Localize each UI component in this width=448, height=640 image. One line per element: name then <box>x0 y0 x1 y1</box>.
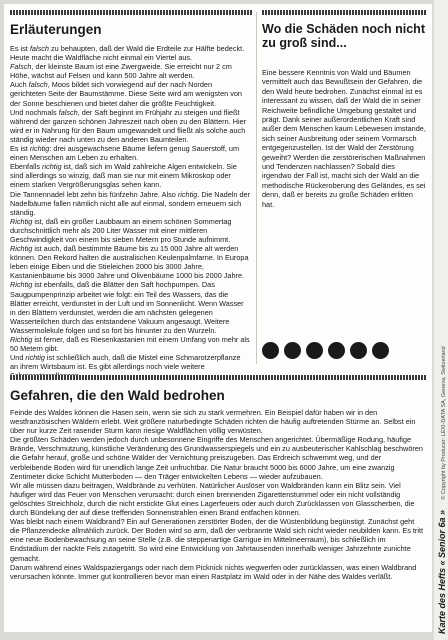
page <box>4 4 432 632</box>
gefahren-paragraph: Feinde des Waldes können die Hasen sein, wenn sie sich zu stark vermehren. Ein Beispiel dafür haben wir in den westfranzösischen Wäldern erlebt. Weit größere naturbedingte Schäden richten die häufig auftretenden Stürme an. Selbst ein über nur kurze Zeit rasender Sturm kann riesige Waldflächen völlig verwüsten. <box>10 408 416 436</box>
erlaeuterungen-paragraph: Die Tannennadel lebt zehn bis fünfzehn Jahre. Also richtig. Die Nadeln der Nadelbäume fallen nämlich nicht alle auf einmal, sondern erneuern sich ständig. <box>10 189 251 217</box>
erlaeuterungen-paragraph: Auch falsch, Moos bildet sich vorwiegend auf der nach Norden gerichteten Seite der Baumstämme. Diese Seite wird am wenigsten von der Sonne beschienen und bietet daher die größte Feuchtigkeit. <box>10 80 242 108</box>
dot <box>328 342 345 359</box>
side-caption-copyright: © Copyright by Producer: LEXI-DATA SA, Geneva, Switzerland <box>441 346 447 500</box>
schaeden-text: Eine bessere Kenntnis von Wald und Bäumen vermittelt auch das Bewußtsein der Gefahren, die den Wald heute bedrohen. Zunächst einmal ist es interessant zu wissen, daß der Wald die in seiner Reichweite befindliche Umgebung gestaltet und prägt. Dank seiner außerordentlichen Kraft sind außer dem Menschen kaum Lebewesen imstande, sich seiner Ausbreitung oder seinem Vormarsch entgegenzustellen. Ist der Wald der Zerstörung geweiht? Werden die zerstörerischen Maßnahmen und Tendenzen nachlassen? Sobald dies irgendwo der Fall ist, macht sich der Wald an die methodische Rückeroberung des Geländes, es sei denn, daß er bereits zu große Schäden erlitten hat. <box>262 68 426 209</box>
dot-row <box>262 342 389 359</box>
erlaeuterungen-paragraph: Ebenfalls richtig ist, daß sich im Wald zahlreiche Algen entwickeln. Sie sind allerdings so winzig, daß man sie nur mit einem Mikroskop oder einem starken Vergrößerungsglas sehen kann. <box>10 162 237 190</box>
erlaeuterungen-paragraph: Und nochmals falsch, der Saft beginnt im Frühjahr zu steigen und fließt während der ganzen schönen Jahreszeit nach oben zu den Blättern. Hier wird er in Nahrung für den Baum umgewandelt und fließt als solche auch ständig wieder nach unten zu den anderen Baumteilen. <box>10 107 247 144</box>
erlaeuterungen-paragraph: Falsch, der kleinste Baum ist eine Zwergweide. Sie erreicht nur 2 cm Höhe, wächst auf Felsen und kann 500 Jahre alt werden. <box>10 62 232 81</box>
section-stripe <box>10 375 426 380</box>
erlaeuterungen-paragraph: Richtig ist ferner, daß es Riesenkastanien mit einem Umfang von mehr als 50 Metern gibt. <box>10 335 250 354</box>
erlaeuterungen-paragraph: Richtig ist auch, daß bestimmte Bäume bis zu 15 000 Jahre alt werden können. Den Rekord halten die australischen Keulenpalmfarne. In Europa leben einige Eiben und die Stieleichen 2000 bis 3000 Jahre, Kastanienbäume bis 3000 Jahre und Olivenbäume 1000 bis 2000 Jahre. <box>10 244 249 281</box>
erlaeuterungen-paragraph: Es ist falsch zu behaupten, daß der Wald die Erdteile zur Hälfte bedeckt. Heute macht die Waldfläche nicht einmal ein Viertel aus. <box>10 44 245 63</box>
erlaeuterungen-title: Erläuterungen <box>10 22 102 37</box>
erlaeuterungen-paragraph: Richtig ist, daß ein großer Laubbaum an einem schönen Sommertag durchschnittlich mehr als 200 Liter Wasser mit einer mittleren Geschwindigkeit von einem bis sieben Metern pro Stunde aufnimmt. <box>10 216 232 244</box>
column-divider <box>256 12 257 364</box>
erlaeuterungen-paragraph: Richtig ist ebenfalls, daß die Blätter den Saft hochpumpen. Das Saugpumpenprinzip arbeitet wie folgt: ein Teil des Wassers, das die Blätter erreicht, verdunstet in der Luft und im Sonnenlicht. Wenn Wasser in den Blättern verdunstet, werden die am nächsten gelegenen Wasserteilchen durch das entstandene Vakuum angesaugt. Weitere Wassermolekule folgen und so fort bis hinunter zu den Wurzeln. <box>10 280 244 335</box>
gefahren-paragraph: Die größten Schäden werden jedoch durch unbesonnene Eingriffe des Menschen angerichtet. Übermäßige Rodung, häufige Brände, Verschmutzung, künstliche Veränderung des Grundwasserspiegels und ein zu ausbeuterischer Kahlschlag beschwören die Gefahr herauf, große und schöne Wälder der Vernichtung preiszugeben. Das Erdreich schwemmt weg, und der verbleibende Boden wird für unendlich lange Zeit unfruchtbar. Die Natur braucht 5000 bis 6000 Jahre, um eine zwanzig Zentimeter dicke Schicht Mutterboden — den Träger entwickelten Lebens — wieder aufzubauen. <box>10 435 423 481</box>
dot <box>306 342 323 359</box>
header-stripe-right <box>262 10 426 15</box>
gefahren-paragraph: Wir alle müssen dazu beitragen, Waldbrände zu verhüten. Natürlicher Auslöser von Waldbränden kann ein Blitz sein. Viel häufiger wird das Feuer von Menschen verursacht: durch einen brennenden Zigarettenstummel oder ein nicht vollständig gelöschtes Streichholz, durch die nicht erstickte Glut eines Lagerfeuers oder auch durch Zurücklassen von Glasscherben, die durch Bündelung der auf diese treffenden Sonnenstrahlen einen Brand entfachen können. <box>10 480 415 518</box>
erlaeuterungen-paragraph: Und richtig ist schließlich auch, daß die Mistel eine Schmarotzerpflanze an ihrem Wirtsbaum ist. Es gibt allerdings noch viele weitere <box>10 353 241 372</box>
side-caption <box>434 0 448 640</box>
erlaeuterungen-text <box>10 44 250 380</box>
dot <box>262 342 279 359</box>
dot <box>350 342 367 359</box>
gefahren-text <box>10 408 424 581</box>
dot <box>372 342 389 359</box>
gefahren-title: Gefahren, die den Wald bedrohen <box>10 388 225 403</box>
gefahren-paragraph: Was bleibt nach einem Waldbrand? Ein auf Generationen zerstörter Boden, der die Wüstenbildung begünstigt. Zunächst geht die Pflanzendecke allmählich zurück. Der Boden wird so arm, daß der verbrannte Wald sich nicht wieder neubilden kann. Es tritt eine neue Bodenbewachsung an seine Stelle (z.B. die steppenartige Garrigue im Mittelmeerraum), bis schließlich im Endstadium der nackte Fels zutagetritt. So wird eine Entwicklung von Jahrtausenden innerhalb weniger Jahrzehnte zunichte gemacht. <box>10 517 424 563</box>
dot <box>284 342 301 359</box>
header-stripe-left <box>10 10 252 15</box>
erlaeuterungen-paragraph: Es ist richtig: drei ausgewachsene Bäume liefern genug Sauerstoff, um einen Menschen am Leben zu erhalten. <box>10 144 240 163</box>
schaeden-title: Wo die Schäden noch nicht zu groß sind... <box>262 22 425 50</box>
gefahren-paragraph: Darum während eines Waldspaziergangs oder nach dem Picknick nichts wegwerfen oder zurücklassen, was einen Waldbrand verursachen könnte. Immer gut kontrollieren bevor man einen Rastplatz im Wald oder in der Nähe des Waldes verläßt. <box>10 562 417 581</box>
side-caption-main: Karte des Hefts « Senior 6a » <box>437 509 447 634</box>
